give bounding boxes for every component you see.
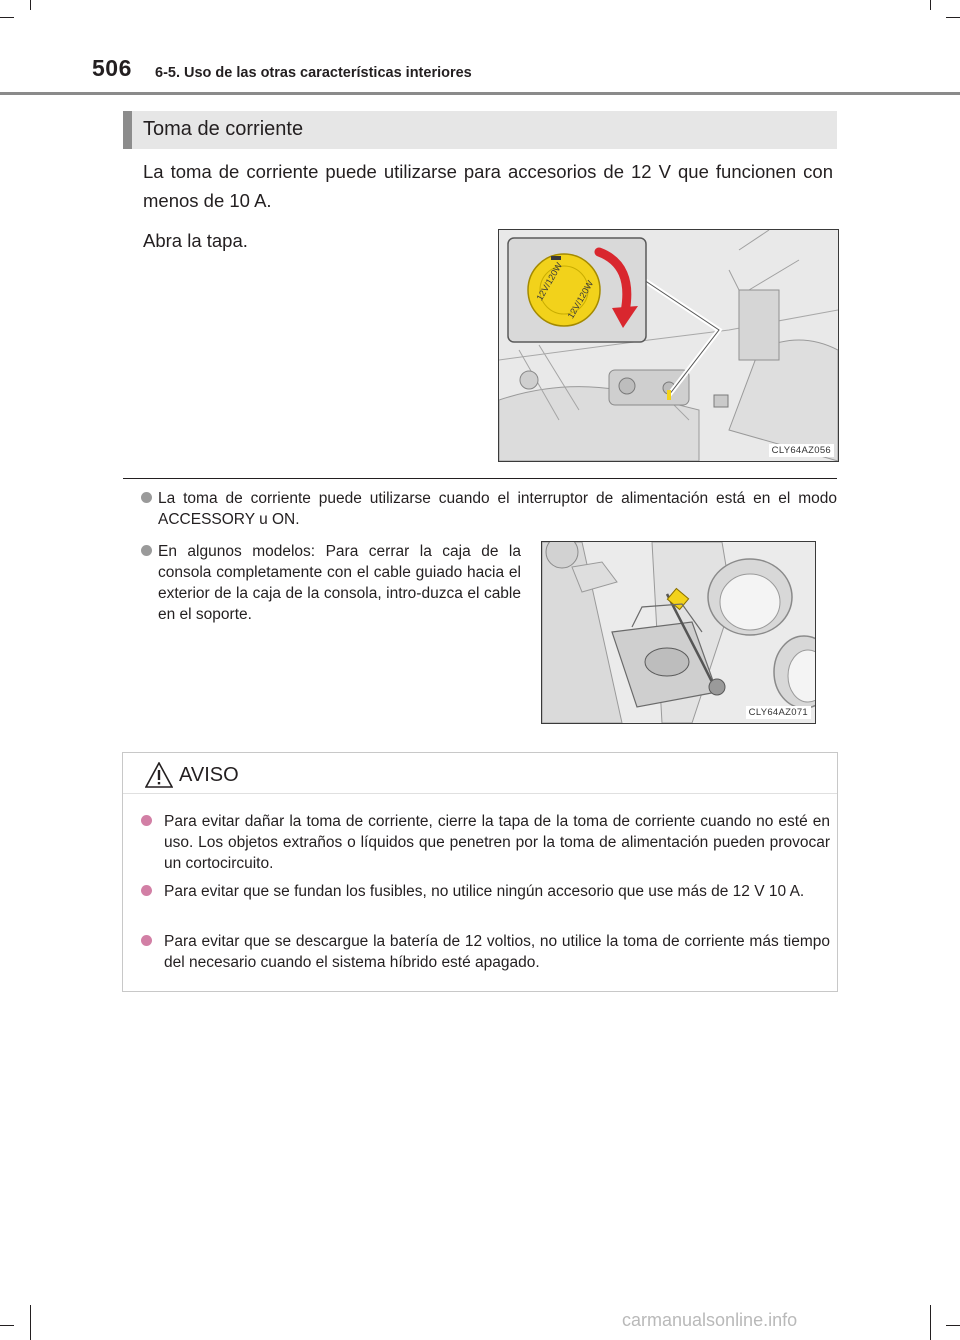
note-item — [141, 541, 521, 631]
warning-item — [141, 811, 831, 875]
note-text: En algunos modelos: Para cerrar la caja de la consola completamente con el cable guiado hacia el exterior de la caja de la consola, intro-duzca el cable en el soporte. — [158, 543, 521, 623]
warning-item — [141, 881, 831, 925]
crop-mark — [30, 1305, 31, 1340]
note-item — [141, 488, 837, 532]
cap-label-2: 12V/120W — [565, 278, 596, 321]
warning-text: Para evitar que se descargue la batería de 12 voltios, no utilice la toma de corriente más tiempo del necesario cuando el sistema híbrido esté apagado. — [164, 933, 830, 971]
cap-label-1: 12V/120W — [534, 260, 565, 303]
cable-holder-illustration — [542, 542, 815, 723]
warning-item — [141, 931, 831, 975]
warning-text: Para evitar que se fundan los fusibles, no utilice ningún accesorio que use más de 12 V 10 A. — [164, 883, 805, 900]
section-title: Toma de corriente — [143, 118, 304, 140]
page-number: 506 — [92, 55, 132, 81]
warning-text: Para evitar dañar la toma de corriente, cierre la tapa de la toma de corriente cuando no esté en uso. Los objetos extraños o líquidos que penetren por la toma de alimentación pueden provocar un cortocircuito. — [164, 813, 830, 872]
crop-mark — [30, 0, 31, 10]
power-outlet-illustration — [499, 230, 838, 461]
bullet-icon — [141, 545, 152, 556]
figure-code: CLY64AZ056 — [769, 444, 834, 457]
section-divider — [123, 478, 837, 479]
section-accent — [123, 111, 132, 149]
bullet-icon — [141, 492, 152, 503]
note-text: La toma de corriente puede utilizarse cuando el interruptor de alimentación está en el modo ACCESSORY u ON. — [158, 490, 837, 528]
power-outlet-figure — [498, 229, 839, 462]
header-divider — [0, 92, 960, 95]
warning-icon — [145, 762, 173, 788]
step-text: Abra la tapa. — [143, 230, 248, 251]
section-heading — [123, 111, 837, 149]
warning-box — [122, 752, 838, 992]
crop-mark — [946, 17, 960, 18]
crop-mark — [930, 1305, 931, 1340]
cable-holder-figure — [541, 541, 816, 724]
bullet-icon — [141, 935, 152, 946]
warning-divider — [123, 793, 837, 794]
crop-mark — [930, 0, 931, 10]
watermark: carmanualsonline.info — [622, 1310, 798, 1330]
figure-code: CLY64AZ071 — [746, 706, 811, 719]
intro-paragraph: La toma de corriente puede utilizarse para accesorios de 12 V que funcionen con menos de 10 A. — [143, 161, 833, 211]
warning-title: AVISO — [179, 764, 239, 786]
crop-mark — [946, 1325, 960, 1326]
crop-mark — [0, 1325, 14, 1326]
crop-mark — [0, 17, 14, 18]
bullet-icon — [141, 885, 152, 896]
bullet-icon — [141, 815, 152, 826]
chapter-title: 6-5. Uso de las otras características interiores — [155, 65, 472, 81]
